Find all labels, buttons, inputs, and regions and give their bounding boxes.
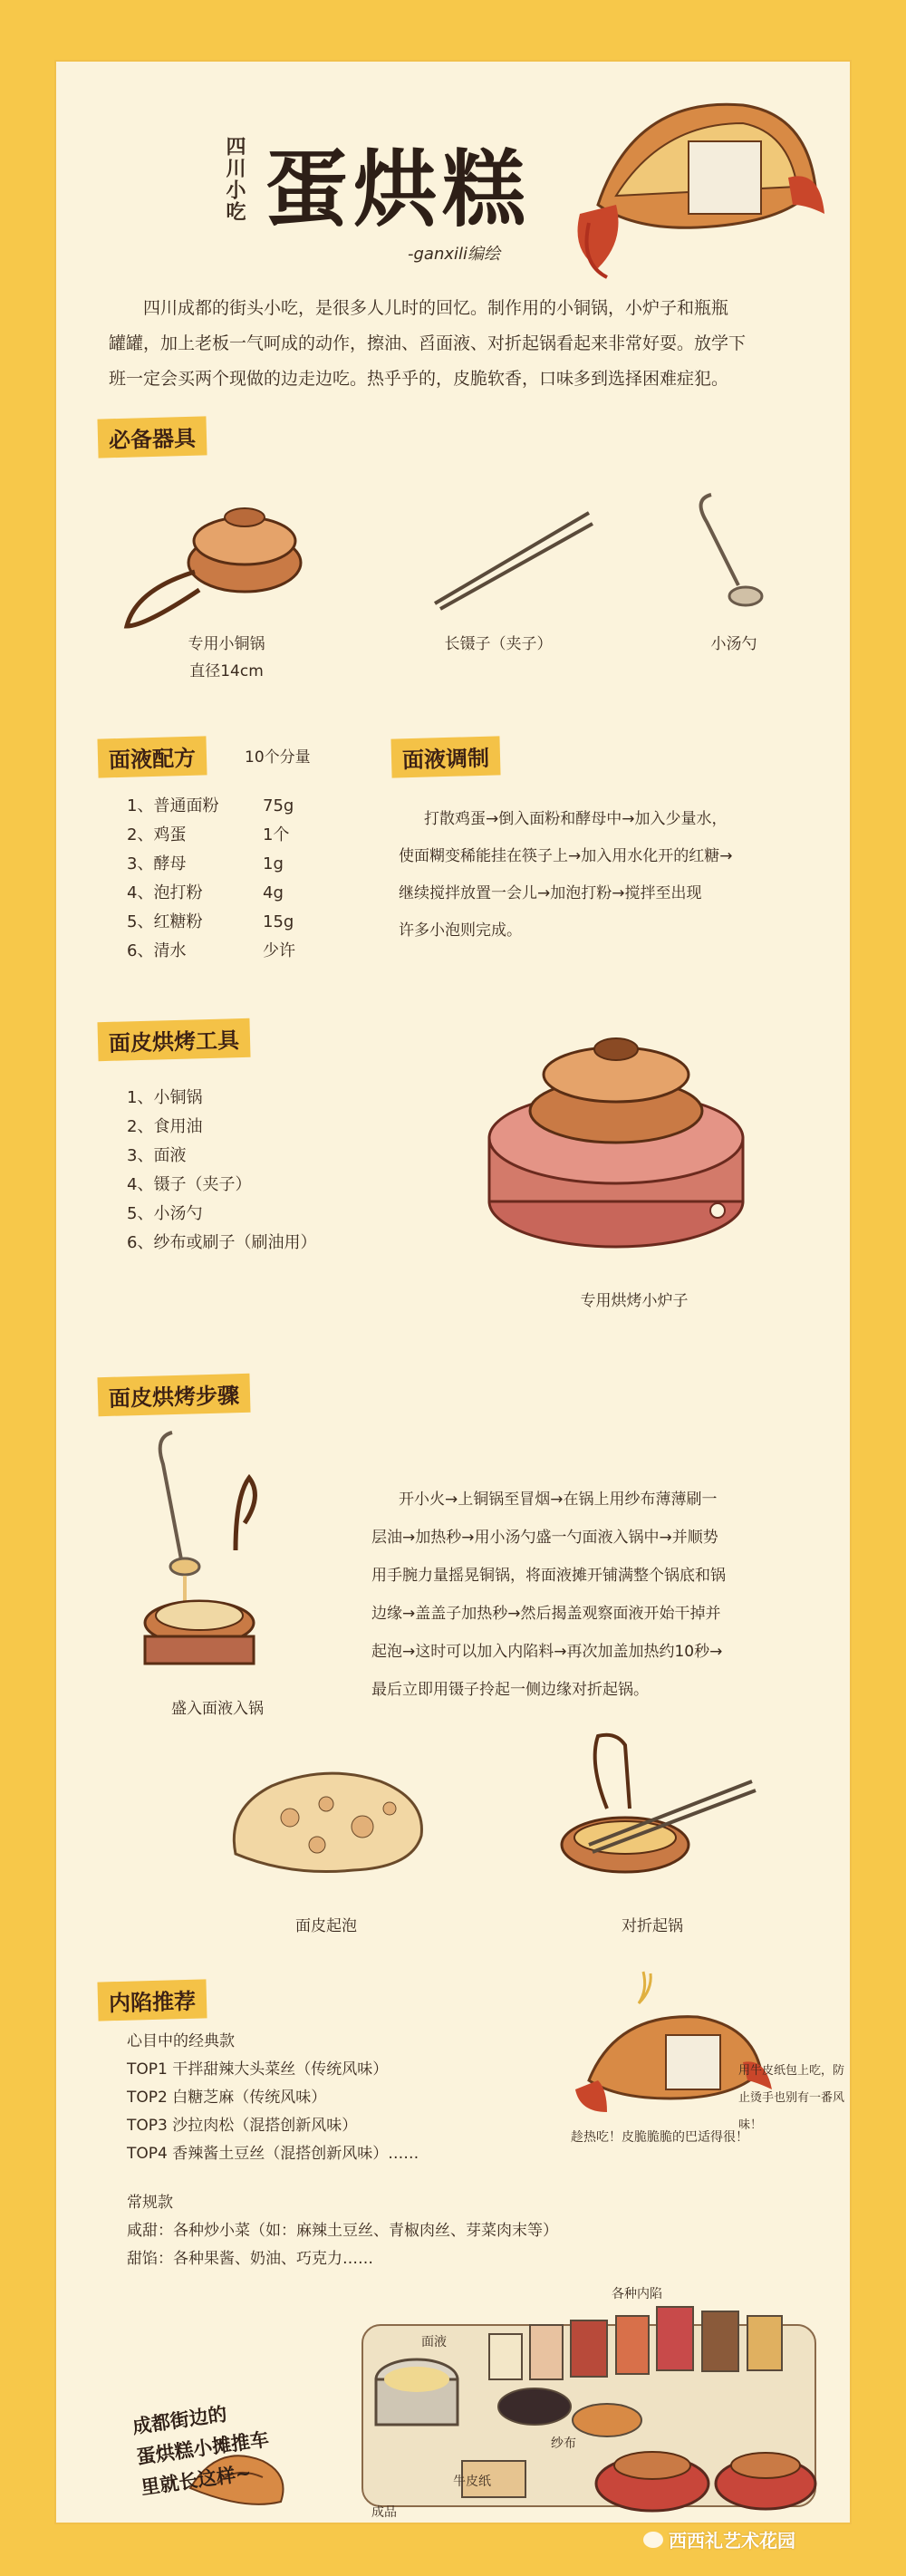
recipe-item: 4、泡打粉 4g (127, 883, 284, 902)
tool-label-ladle: 小汤勺 (710, 635, 757, 653)
intro-line: 罐罐，加上老板一气呵成的动作，擦油、舀面液、对折起锅看起来非常好耍。放学下 (109, 333, 747, 353)
cart-caption-line: 成都街边的 (130, 2403, 228, 2438)
watermark (643, 2526, 795, 2552)
watermark-text: 西西礼艺术花园 (669, 2530, 795, 2552)
tool-sublabel-pot: 直径14cm (189, 662, 264, 680)
bubble-label: 面皮起泡 (295, 1917, 357, 1935)
recipe-item: 1、普通面粉 75g (127, 796, 294, 815)
steps-line: 用手腕力量摇晃铜锅，将面液摊开铺满整个锅底和锅 (371, 1567, 726, 1585)
ladle-icon (684, 486, 775, 631)
steps-line: 层油→加热秒→用小汤勺盛一勺面液入锅中→并顺势 (371, 1529, 718, 1547)
section-heading-mixing: 面液调制 (390, 736, 500, 777)
section-heading-tools: 必备器具 (97, 416, 207, 458)
stove-icon (480, 1002, 761, 1274)
steps-line: 开小火→上铜锅至冒烟→在锅上用纱布薄薄刷一 (399, 1491, 718, 1509)
classic-item: TOP2 白糖芝麻（传统风味） (127, 2089, 327, 2107)
mixing-line: 打散鸡蛋→倒入面粉和酵母中→加入少量水， (424, 810, 728, 828)
classic-item: TOP3 沙拉肉松（混搭创新风味） (127, 2117, 358, 2135)
baking-tool-item: 6、纱布或刷子（刷油用） (127, 1233, 317, 1252)
baking-tools-list (127, 1084, 316, 1258)
egg-cake-illustration (562, 69, 834, 286)
mixing-line: 许多小泡则完成。 (399, 921, 522, 940)
baking-tool-item: 1、小铜锅 (127, 1088, 203, 1107)
regular-title: 常规款 (127, 2194, 173, 2212)
steps-line: 最后立即用镊子拎起一侧边缘对折起锅。 (371, 1681, 649, 1699)
cart-label-paper: 牛皮纸 (453, 2475, 491, 2489)
fold-cake-illustration (535, 1727, 761, 1890)
page-title: 蛋烘糕 (265, 140, 532, 238)
pour-label: 盛入面液入锅 (171, 1700, 264, 1718)
tongs-icon (426, 495, 598, 613)
recipe-item: 3、酵母 1g (127, 854, 284, 873)
steps-line: 边缘→盖盖子加热秒→然后揭盖观察面液开始干掉并 (371, 1605, 721, 1623)
baking-tool-item: 5、小汤勺 (127, 1204, 203, 1223)
cart-label-fillings: 各种内陷 (612, 2287, 662, 2301)
baking-tool-item: 3、面液 (127, 1146, 187, 1165)
tool-label-tongs: 长镊子（夹子） (444, 635, 553, 653)
cart-label-gauze: 纱布 (551, 2436, 576, 2451)
intro-text (109, 291, 797, 397)
regular-fillings (127, 2189, 558, 2273)
regular-item: 甜馅：各种果酱、奶油、巧克力…… (127, 2250, 373, 2268)
recipe-item: 6、清水 少许 (127, 941, 295, 960)
cart-label-batter: 面液 (421, 2335, 447, 2349)
wechat-icon (643, 2532, 663, 2548)
steps-text (371, 1481, 824, 1709)
recipe-item: 2、鸡蛋 1个 (127, 825, 290, 844)
tool-label-pot: 专用小铜锅 (188, 635, 265, 653)
regular-item: 咸甜：各种炒小菜（如：麻辣土豆丝、青椒肉丝、芽菜肉末等） (127, 2222, 558, 2240)
bubbled-crust-illustration (217, 1763, 435, 1881)
paper-card (54, 60, 852, 2524)
cart-caption (130, 2384, 341, 2504)
section-heading-fillings: 内陷推荐 (97, 1979, 207, 2021)
classic-item: TOP4 香辣酱土豆丝（混搭创新风味）…… (127, 2145, 419, 2163)
recipe-item: 5、红糖粉 15g (127, 912, 294, 931)
stove-label: 专用烘烤小炉子 (580, 1292, 689, 1310)
side-note-line: 止烫手也别有一番风味！ (738, 2091, 845, 2132)
intro-line: 四川成都的街头小吃，是很多人儿时的回忆。制作用的小铜锅，小炉子和瓶瓶 (143, 298, 729, 318)
section-heading-steps: 面皮烘烤步骤 (97, 1374, 250, 1416)
author-credit: -ganxili编绘 (408, 245, 501, 264)
recipe-portion: 10个分量 (245, 748, 311, 767)
fold-label: 对折起锅 (622, 1917, 683, 1935)
food-cart-illustration (353, 2271, 824, 2524)
recipe-list (127, 792, 344, 966)
section-heading-recipe: 面液配方 (97, 736, 207, 777)
cart-caption-line: 蛋烘糕小摊推车 (135, 2427, 271, 2469)
steps-line: 起泡→这时可以加入内陷料→再次加盖加热约10秒→ (371, 1643, 723, 1661)
mixing-line: 使面糊变稀能挂在筷子上→加入用水化开的红糖→ (399, 847, 733, 865)
classic-item: TOP1 干拌甜辣大头菜丝（传统风味） (127, 2060, 389, 2079)
side-note-line: 用牛皮纸包上吃，防 (738, 2064, 845, 2078)
mixing-text (399, 801, 834, 950)
cart-label-finished: 成品 (371, 2505, 397, 2520)
section-heading-baking-tools: 面皮烘烤工具 (97, 1018, 250, 1061)
subtitle: 四川小吃 (223, 136, 246, 223)
baking-tool-item: 2、食用油 (127, 1117, 203, 1136)
classic-fillings (127, 2028, 419, 2168)
copper-pot-icon (109, 481, 308, 635)
cart-caption-line: 里就长这样~ (140, 2462, 253, 2499)
classic-title: 心目中的经典款 (127, 2032, 235, 2050)
intro-line: 班一定会买两个现做的边走边吃。热乎乎的，皮脆软香，口味多到选择困难症犯。 (109, 369, 729, 389)
pour-batter-illustration (109, 1423, 290, 1686)
mixing-line: 继续搅拌放置一会儿→加泡打粉→搅拌至出现 (399, 884, 702, 902)
side-note-eat-hot: 趁热吃！皮脆脆脆的巴适得很！ (571, 2130, 748, 2145)
baking-tool-item: 4、镊子（夹子） (127, 1175, 252, 1194)
